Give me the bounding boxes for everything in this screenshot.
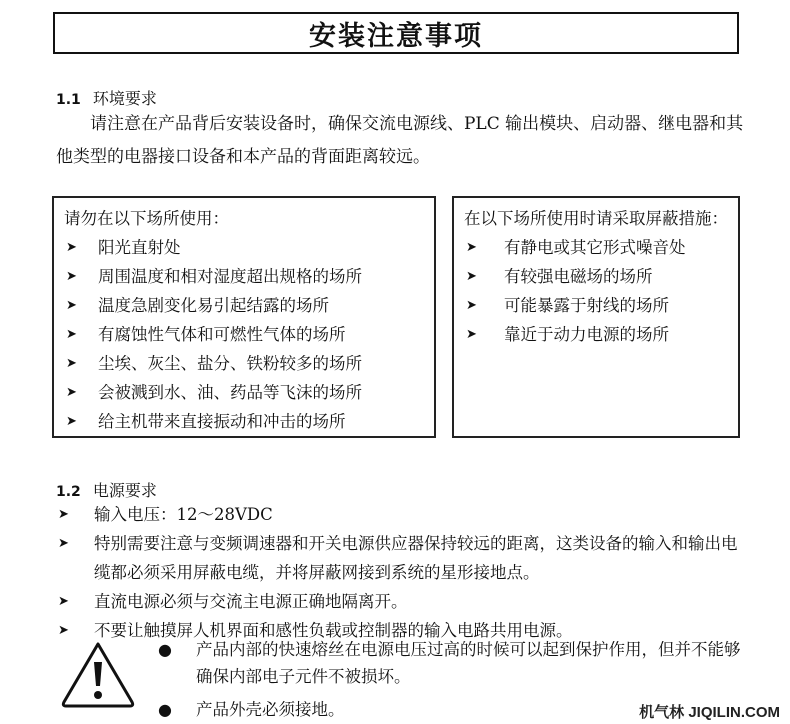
arrowhead-bullet-icon: ➤ [466, 327, 477, 342]
arrowhead-bullet-icon: ➤ [66, 356, 77, 371]
list-item: ● 产品外壳必须接地。 [158, 696, 748, 723]
arrowhead-bullet-icon: ➤ [66, 385, 77, 400]
power-requirements-list [56, 500, 746, 645]
list-item: ➤ 温度急剧变化易引起结露的场所 [64, 291, 424, 320]
warning-triangle-icon [60, 640, 136, 708]
arrowhead-bullet-icon: ➤ [66, 414, 77, 429]
filled-circle-bullet-icon: ● [158, 700, 172, 719]
shielding-locations-box [452, 196, 740, 438]
section-title: 电源要求 [92, 481, 157, 500]
list-item: ➤ 给主机带来直接振动和冲击的场所 [64, 407, 424, 436]
list-item: ➤ 阳光直射处 [64, 233, 424, 262]
section-heading-power [56, 478, 157, 501]
section-heading-environment [56, 86, 157, 109]
watermark: 机气林 JIQILIN.COM [635, 701, 784, 722]
title-box [53, 12, 739, 54]
list-item: ➤ 可能暴露于射线的场所 [464, 291, 728, 320]
section-title: 环境要求 [92, 89, 157, 108]
arrowhead-bullet-icon: ➤ [66, 327, 77, 342]
prohibited-list [64, 233, 424, 436]
box-title: 在以下场所使用时请采取屏蔽措施： [464, 209, 728, 228]
list-item: ➤ 尘埃、灰尘、盐分、铁粉较多的场所 [64, 349, 424, 378]
arrowhead-bullet-icon: ➤ [58, 594, 69, 609]
list-item: ➤ 有腐蚀性气体和可燃性气体的场所 [64, 320, 424, 349]
list-item: ➤ 有静电或其它形式噪音处 [464, 233, 728, 262]
list-item: ➤ 会被溅到水、油、药品等飞沫的场所 [64, 378, 424, 407]
list-item: ➤ 输入电压：12～28VDC [56, 500, 746, 529]
list-item: ➤ 周围温度和相对湿度超出规格的场所 [64, 262, 424, 291]
arrowhead-bullet-icon: ➤ [58, 536, 69, 551]
list-item: ➤ 直流电源必须与交流主电源正确地隔离开。 [56, 587, 746, 616]
list-item: ● 产品内部的快速熔丝在电源电压过高的时候可以起到保护作用，但并不能够确保内部电子元件不被损坏。 [158, 636, 748, 690]
arrowhead-bullet-icon: ➤ [466, 269, 477, 284]
arrowhead-bullet-icon: ➤ [58, 507, 69, 522]
arrowhead-bullet-icon: ➤ [466, 240, 477, 255]
arrowhead-bullet-icon: ➤ [66, 298, 77, 313]
section-number: 1.1 [56, 92, 81, 108]
section-number: 1.2 [56, 484, 81, 500]
list-item: ➤ 有较强电磁场的场所 [464, 262, 728, 291]
arrowhead-bullet-icon: ➤ [58, 623, 69, 638]
box-title: 请勿在以下场所使用： [64, 209, 229, 228]
prohibited-locations-box [52, 196, 436, 438]
list-item: ➤ 特别需要注意与变频调速器和开关电源供应器保持较远的距离，这类设备的输入和输出电缆都必须采用屏蔽电缆，并将屏蔽网接到系统的星形接地点。 [56, 529, 746, 587]
list-item: ➤ 不要让触摸屏人机界面和感性负载或控制器的输入电路共用电源。 [56, 616, 746, 645]
filled-circle-bullet-icon: ● [158, 640, 172, 659]
page-title: 安装注意事项 [309, 20, 483, 52]
arrowhead-bullet-icon: ➤ [66, 240, 77, 255]
arrowhead-bullet-icon: ➤ [66, 269, 77, 284]
arrowhead-bullet-icon: ➤ [466, 298, 477, 313]
list-item: ➤ 靠近于动力电源的场所 [464, 320, 728, 349]
shielding-list [464, 233, 728, 349]
environment-paragraph: 请注意在产品背后安装设备时，确保交流电源线、PLC 输出模块、启动器、继电器和其他类型的电器接口设备和本产品的背面距离较远。 [56, 114, 744, 167]
